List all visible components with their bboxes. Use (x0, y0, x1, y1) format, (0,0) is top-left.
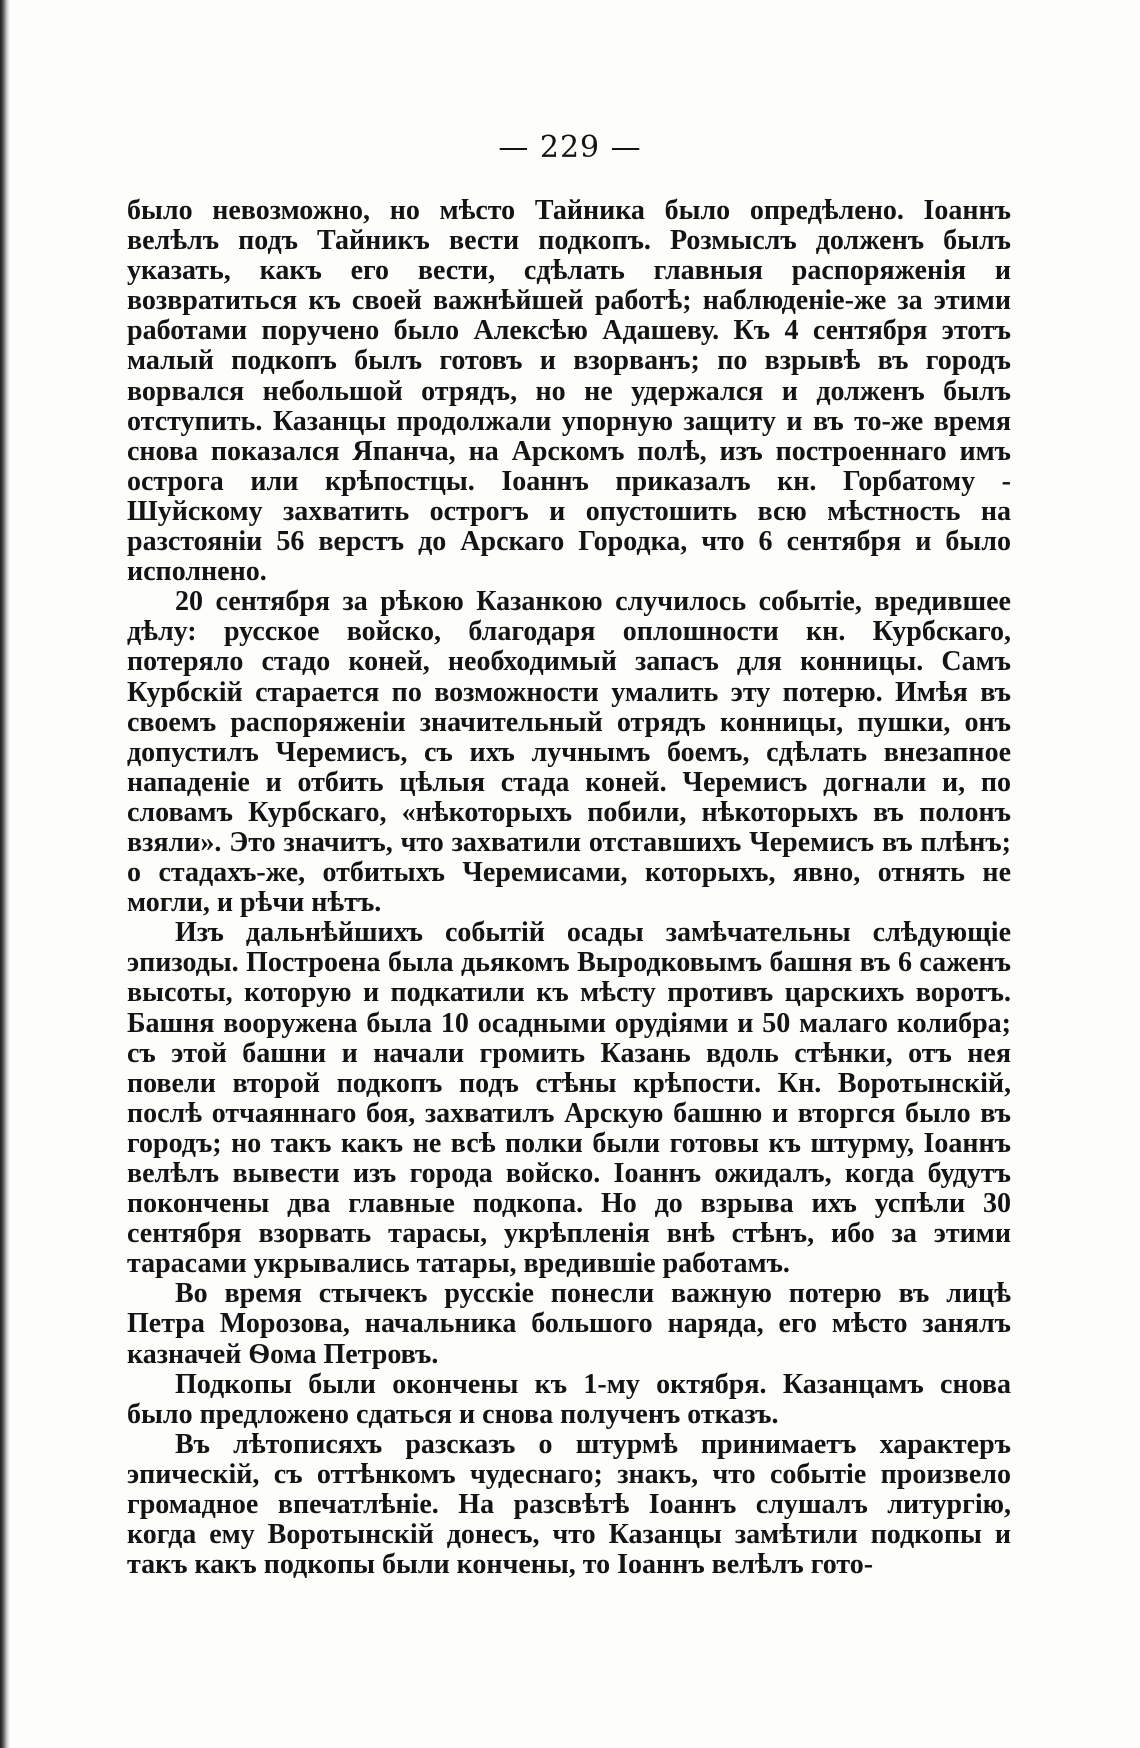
paragraph-4: Во время стычекъ русскіе понесли важную потерю въ лицѣ Петра Морозова, начальника большого наряда, его мѣсто занялъ казначей Ѳома Петровъ. (127, 1278, 1011, 1370)
paragraph-2: 20 сентября за рѣкою Казанкою случилось событіе, вредившее дѣлу: русское войско, благодаря оплошности кн. Курбскаго, потеряло стадо коней, необходимый запасъ для конницы. Самъ Курбскій старается по возможности умалить эту потерю. Имѣя въ своемъ распоряженіи значительный отрядъ конницы, пушки, онъ допустилъ Черемисъ, съ ихъ лучнымъ боемъ, сдѣлать внезапное нападеніе и отбить цѣлыя стада коней. Черемисъ догнали и, по словамъ Курбскаго, «нѣкоторыхъ побили, нѣкоторыхъ въ полонъ взяли». Это значитъ, что захватили отставшихъ Черемисъ въ плѣнъ; о стадахъ-же, отбитыхъ Черемисами, которыхъ, явно, отнять не могли, и рѣчи нѣтъ. (127, 586, 1011, 919)
body-text (127, 196, 1011, 1580)
paragraph-5: Подкопы были окончены къ 1-му октября. Казанцамъ снова было предложено сдаться и снова полученъ отказъ. (127, 1368, 1011, 1430)
page-number: — 229 — (498, 130, 642, 165)
paragraph-3: Изъ дальнѣйшихъ событій осады замѣчательны слѣдующіе эпизоды. Построена была дьякомъ Выродковымъ башня въ 6 саженъ высоты, которую и подкатили къ мѣсту противъ царскихъ воротъ. Башня вооружена была 10 осадными орудіями и 50 малаго колибра; съ этой башни и начали громить Казань вдоль стѣнки, отъ нея повели второй подкопъ подъ стѣны крѣпости. Кн. Воротынскій, послѣ отчаяннаго боя, захватилъ Арскую башню и вторгся было въ городъ; но такъ какъ не всѣ полки были готовы къ штурму, Іоаннъ велѣлъ вывести изъ города войско. Іоаннъ ожидалъ, когда будутъ покончены два главные подкопа. Но до взрыва ихъ успѣли 30 сентября взорвать тарасы, укрѣпленія внѣ стѣнъ, ибо за этими тарасами укрывались татары, вредившіе работамъ. (127, 917, 1011, 1280)
paragraph-6: Въ лѣтописяхъ разсказъ о штурмѣ принимаетъ характеръ эпическій, съ оттѣнкомъ чудеснаго; знакъ, что событіе произвело громадное впечатлѣніе. На разсвѣтѣ Іоаннъ слушалъ литургію, когда ему Воротынскій донесъ, что Казанцы замѣтили подкопы и такъ какъ подкопы были кончены, то Іоаннъ велѣлъ гото- (127, 1428, 1011, 1581)
paragraph-1: было невозможно, но мѣсто Тайника было опредѣлено. Іоаннъ велѣлъ подъ Тайникъ вести подкопъ. Розмыслъ долженъ былъ указать, какъ его вести, сдѣлать главныя распоряженія и возвратиться къ своей важнѣйшей работѣ; наблюденіе-же за этими работами поручено было Алексѣю Адашеву. Къ 4 сентября этотъ малый подкопъ былъ готовъ и взорванъ; по взрывѣ въ городъ ворвался небольшой отрядъ, но не удержался и долженъ былъ отступить. Казанцы продолжали упорную защиту и въ то-же время снова показался Япанча, на Арскомъ полѣ, изъ построеннаго имъ острога или крѣпостцы. Іоаннъ приказалъ кн. Горбатому - Шуйскому захватить острогъ и опустошить всю мѣстность на разстояніи 56 верстъ до Арскаго Городка, что 6 сентября и было исполнено. (127, 195, 1011, 588)
scan-binding-edge (0, 0, 10, 1748)
